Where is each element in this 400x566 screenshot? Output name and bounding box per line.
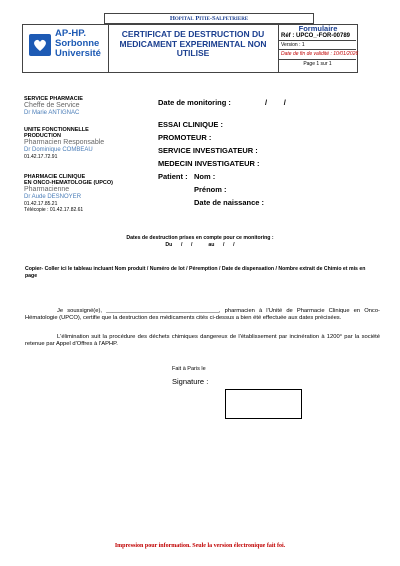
form-label: Formulaire	[298, 24, 338, 33]
header-divider	[108, 24, 109, 72]
sponsor-label: PROMOTEUR :	[158, 133, 212, 142]
investigator-service-label: SERVICE INVESTIGATEUR :	[158, 146, 258, 155]
section-label: PHARMACIE CLINIQUE	[24, 174, 86, 180]
aphp-logo-icon	[29, 34, 51, 56]
logo-line: Sorbonne	[55, 38, 100, 49]
logo-line: Université	[55, 48, 101, 59]
last-name-label: Nom :	[194, 172, 216, 181]
section-label: PRODUCTION	[24, 133, 61, 139]
table-instruction: Copier- Coller ici le tableau incluant Nom produit / Numéro de lot / Péremption / Date de dispensation / Nombre extrait de Chimio et mis en page	[25, 266, 366, 279]
attestation-paragraph: Je soussigné(e), ___________________________________, pharmacien à l'Unité de Pharmacie Clinique en Onco-Hématologie (UPCO), certifie que la destruction des médicaments cités ci-dessus a bien été effectuée aux dates précisées.	[25, 308, 380, 321]
monitoring-date-slashes: / /	[265, 98, 286, 107]
monitoring-date-label: Date de monitoring :	[158, 98, 231, 107]
patient-label: Patient :	[158, 172, 188, 181]
phone-number: 01.42.17.72.91	[24, 154, 58, 160]
destruction-dates-range: Du / / au / /	[165, 242, 235, 248]
section-label: SERVICE PHARMACIE	[24, 96, 83, 102]
trial-label: ESSAI CLINIQUE :	[158, 120, 224, 129]
role: Pharmacienne	[24, 186, 70, 193]
destruction-dates-label: Dates de destruction prises en compte pour ce monitoring :	[126, 235, 274, 241]
header-divider	[279, 49, 356, 50]
header-divider	[279, 59, 356, 60]
signature-place: Fait à Paris le	[172, 366, 206, 372]
title-line: UTILISE	[176, 48, 210, 58]
header-divider	[279, 40, 356, 41]
signature-box[interactable]	[225, 389, 302, 419]
disposal-paragraph: L'élimination suit la procédure des déchets chimiques dangereux de l'établissement par incinération à 1200° par la société retenue par Appel d'Offres à l'APHP.	[25, 334, 380, 347]
form-version: Version : 1	[281, 42, 305, 48]
investigator-doctor-label: MEDECIN INVESTIGATEUR :	[158, 159, 260, 168]
title-line: CERTIFICAT DE DESTRUCTION DU	[121, 29, 265, 39]
fax-number: Télécopie : 01.42.17.82.61	[24, 207, 84, 213]
role: Cheffe de Service	[24, 102, 80, 109]
title-line: MEDICAMENT EXPERIMENTAL NON	[119, 38, 267, 49]
unit-block	[24, 127, 154, 160]
document-title	[110, 30, 276, 59]
role: Pharmacien Responsable	[24, 139, 105, 146]
clinical-block	[24, 174, 154, 213]
validity-date: Date de fin de validité : 10/01/2026	[281, 51, 359, 57]
section-label: UNITE FONCTIONNELLE	[24, 127, 89, 133]
footer-notice: Impression pour information. Seule la version électronique fait foi.	[114, 543, 286, 549]
logo-line: AP-HP.	[55, 28, 86, 39]
form-reference: Réf : UPCO_-FOR-00789	[281, 33, 351, 39]
person-name: Dr Dominique COMBEAU	[24, 147, 93, 153]
page-number: Page 1 sur 1	[303, 61, 332, 67]
birth-date-label: Date de naissance :	[194, 198, 265, 207]
section-label: EN ONCO-HEMATOLOGIE (UPCO)	[24, 180, 114, 186]
logo-wordmark	[55, 29, 101, 59]
phone-number: 01.42.17.85.21	[24, 201, 58, 207]
pharmacy-service-block	[24, 96, 154, 117]
signature-label: Signature :	[172, 377, 209, 386]
person-name: Dr Aude DESNOYER	[24, 194, 82, 200]
person-name: Dr Marie ANTIGNAC	[24, 110, 80, 116]
hospital-name: Hopital Pitie-Salpetriere	[104, 13, 314, 24]
first-name-label: Prénom :	[194, 185, 227, 194]
